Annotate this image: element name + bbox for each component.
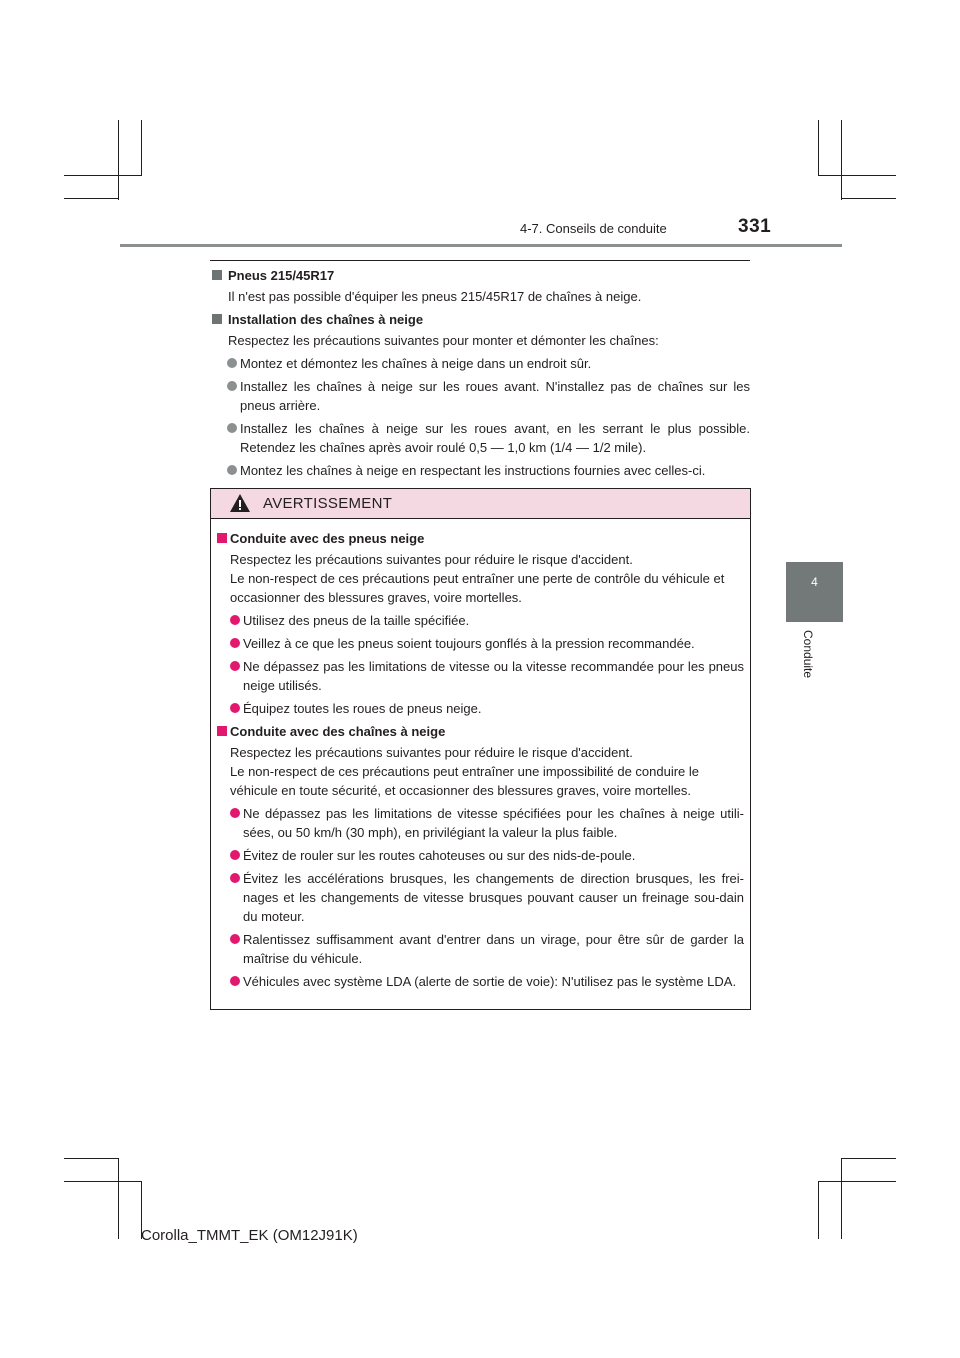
list-item: [217, 699, 744, 718]
list-item-text: Montez et démontez les chaînes à neige dans un endroit sûr.: [240, 356, 592, 371]
paragraph-line: Respectez les précautions suivantes pour réduire le risque d'accident.: [230, 552, 633, 567]
circle-bullet-icon: [230, 615, 240, 625]
chapter-number: 4: [811, 575, 818, 589]
warning-body: [211, 519, 750, 991]
crop-mark: [118, 1159, 119, 1239]
circle-bullet-icon: [230, 850, 240, 860]
chapter-label: Conduite: [801, 630, 815, 679]
square-bullet-icon: [212, 314, 222, 324]
list-item: [217, 804, 744, 842]
crop-mark: [841, 1158, 896, 1159]
list-item: [210, 461, 750, 480]
section-heading: [210, 266, 750, 285]
square-bullet-icon: [212, 270, 222, 280]
list-item-text: Évitez les accélérations brusques, les changements de direction brusques, les frei-nages et les changements de vitesse brusques pouvant causer un freinage sou-dain du moteur.: [243, 871, 744, 924]
list-item: [217, 611, 744, 630]
page-number: 331: [738, 216, 772, 237]
crop-mark: [841, 1159, 842, 1239]
list-item: [210, 354, 750, 373]
list-item: [217, 657, 744, 695]
list-item-text: Véhicules avec système LDA (alerte de sortie de voie): N'utilisez pas le système LDA.: [243, 974, 737, 989]
heading-text: Conduite avec des pneus neige: [230, 531, 425, 546]
crop-mark: [841, 120, 842, 200]
list-item-text: Équipez toutes les roues de pneus neige.: [243, 701, 482, 716]
list-item: [217, 869, 744, 926]
crop-mark: [818, 1182, 819, 1239]
list-item-text: Évitez de rouler sur les routes cahoteuses ou sur des nids-de-poule.: [243, 848, 636, 863]
circle-bullet-icon: [230, 934, 240, 944]
list-item-text: Ne dépassez pas les limitations de vitesse ou la vitesse recommandée pour les pneus neige utilisés.: [243, 659, 744, 693]
list-item: [210, 377, 750, 415]
list-item-text: Montez les chaînes à neige en respectant les instructions fournies avec celles-ci.: [240, 463, 706, 478]
circle-bullet-icon: [230, 703, 240, 713]
paragraph-line: Le non-respect de ces précautions peut entraîner une perte de contrôle du véhicule et occasionner des blessures graves, voire mortelles.: [230, 571, 725, 605]
section-title: 4-7. Conseils de conduite: [520, 221, 667, 236]
paragraph: [217, 550, 744, 607]
list-item: [217, 972, 744, 991]
list-item: [217, 930, 744, 968]
circle-bullet-icon: [227, 423, 237, 433]
warning-box: [210, 488, 751, 1010]
crop-mark: [64, 1158, 119, 1159]
crop-mark: [818, 1181, 896, 1182]
circle-bullet-icon: [230, 808, 240, 818]
header-divider: [120, 244, 842, 247]
warning-heading: [217, 722, 744, 741]
crop-mark: [64, 1181, 142, 1182]
paragraph: Respectez les précautions suivantes pour monter et démonter les chaînes:: [228, 333, 659, 348]
paragraph-line: Le non-respect de ces précautions peut entraîner une impossibilité de conduire le véhicule en toute sécurité, et occasionner des blessures graves, voire mortelles.: [230, 764, 700, 798]
crop-mark: [64, 175, 142, 176]
list-item-text: Installez les chaînes à neige sur les roues avant, en les serrant le plus possible. Retendez les chaînes après avoir roulé 0,5 — 1,0 km (1/4 — 1/2 mile).: [240, 421, 750, 455]
crop-mark: [818, 120, 819, 176]
crop-mark: [818, 175, 896, 176]
paragraph: Il n'est pas possible d'équiper les pneus 215/45R17 de chaînes à neige.: [228, 289, 642, 304]
main-content: [210, 266, 750, 484]
list-item: [217, 634, 744, 653]
square-bullet-icon: [217, 726, 227, 736]
content-divider: [210, 260, 750, 261]
document-id: Corolla_TMMT_EK (OM12J91K): [141, 1227, 358, 1244]
circle-bullet-icon: [227, 381, 237, 391]
circle-bullet-icon: [230, 873, 240, 883]
chapter-tab: [786, 562, 843, 622]
circle-bullet-icon: [227, 465, 237, 475]
heading-text: Pneus 215/45R17: [228, 268, 335, 283]
list-item-text: Ne dépassez pas les limitations de vitesse spécifiées pour les chaînes à neige utili-sées, ou 50 km/h (30 mph), en privilégiant la valeur la plus faible.: [243, 806, 744, 840]
list-item-text: Veillez à ce que les pneus soient toujours gonflés à la pression recommandée.: [243, 636, 695, 651]
circle-bullet-icon: [227, 358, 237, 368]
crop-mark: [64, 198, 119, 199]
warning-title: AVERTISSEMENT: [263, 495, 393, 512]
circle-bullet-icon: [230, 638, 240, 648]
crop-mark: [841, 198, 896, 199]
list-item-text: Ralentissez suffisamment avant d'entrer dans un virage, pour être sûr de garder la maîtrise du véhicule.: [243, 932, 744, 966]
heading-text: Conduite avec des chaînes à neige: [230, 724, 446, 739]
paragraph-line: Respectez les précautions suivantes pour réduire le risque d'accident.: [230, 745, 633, 760]
crop-mark: [118, 120, 119, 200]
section-heading: [210, 310, 750, 329]
crop-mark: [141, 120, 142, 176]
warning-triangle-icon: [229, 493, 251, 513]
paragraph: [217, 743, 744, 800]
circle-bullet-icon: [230, 976, 240, 986]
list-item: [210, 419, 750, 457]
heading-text: Installation des chaînes à neige: [228, 312, 424, 327]
warning-heading: [217, 529, 744, 548]
list-item: [217, 846, 744, 865]
list-item-text: Utilisez des pneus de la taille spécifiée.: [243, 613, 470, 628]
square-bullet-icon: [217, 533, 227, 543]
circle-bullet-icon: [230, 661, 240, 671]
warning-header: [211, 489, 750, 519]
list-item-text: Installez les chaînes à neige sur les roues avant. N'installez pas de chaînes sur les pneus arrière.: [240, 379, 750, 413]
